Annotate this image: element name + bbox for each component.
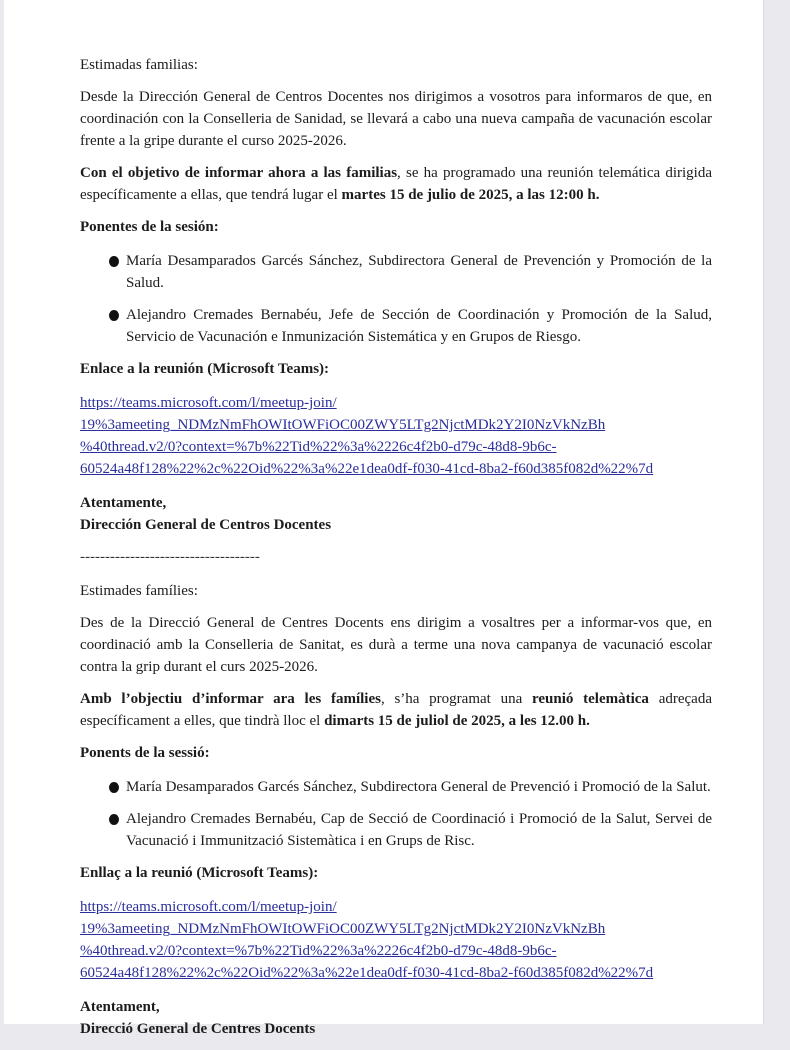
signoff-es (80, 492, 712, 536)
speaker-text: Alejandro Cremades Bernabéu, Cap de Secció de Coordinació i Promoció de la Salut, Servei de Vacunació i Immunització Sistemàtica i en Grups de Risc. (126, 811, 712, 849)
greeting-ca: Estimades famílies: (80, 583, 198, 599)
signature-ca: Direcció General de Centres Docents (80, 1021, 316, 1037)
objective-text-es: , se ha programado una reunión telemática dirigida específicamente a ellas, que tendrá lugar el (80, 165, 712, 203)
section-separator: ------------------------------------ (80, 549, 260, 565)
meeting-link-heading-es: Enlace a la reunión (Microsoft Teams): (80, 361, 330, 377)
document-page (4, 0, 764, 1037)
meeting-link-line[interactable]: https://teams.microsoft.com/l/meetup-join/ (80, 395, 337, 411)
meeting-link-line[interactable]: %40thread.v2/0?context=%7b%22Tid%22%3a%2226c4f2b0-d79c-48d8-9b6c- (80, 439, 557, 455)
speaker-text: María Desamparados Garcés Sánchez, Subdirectora General de Prevenció i Promoció de la Salut. (126, 779, 711, 795)
meeting-date-es: martes 15 de julio de 2025, a las 12:00 h. (341, 187, 600, 203)
speaker-text: Alejandro Cremades Bernabéu, Jefe de Sección de Coordinación y Promoción de la Salud, Servicio de Vacunación e Inmunización Sistemática y en Grupos de Riesgo. (126, 307, 712, 345)
meeting-link-ca[interactable] (80, 896, 712, 984)
meeting-link-line[interactable]: 60524a48f128%22%2c%22Oid%22%3a%22e1dea0df-f030-41cd-8ba2-f60d385f082d%22%7d (80, 965, 654, 981)
speakers-heading-ca: Ponents de la sessió: (80, 745, 210, 761)
speaker-item (80, 250, 712, 294)
objective-text-ca-2: adreçada específicament a elles, que tindrà lloc el (80, 691, 712, 729)
speakers-list-ca (80, 776, 712, 852)
greeting-es: Estimadas familias: (80, 57, 198, 73)
meeting-link-es[interactable] (80, 392, 712, 480)
speaker-item (80, 808, 712, 852)
speaker-item (80, 304, 712, 348)
objective-paragraph-es (80, 162, 712, 206)
meeting-link-line[interactable]: 60524a48f128%22%2c%22Oid%22%3a%22e1dea0df-f030-41cd-8ba2-f60d385f082d%22%7d (80, 461, 654, 477)
meeting-link-line[interactable]: %40thread.v2/0?context=%7b%22Tid%22%3a%2226c4f2b0-d79c-48d8-9b6c- (80, 943, 557, 959)
closing-es: Atentamente, (80, 495, 167, 511)
objective-paragraph-ca (80, 688, 712, 732)
speakers-heading-es: Ponentes de la sesión: (80, 219, 219, 235)
closing-ca: Atentament, (80, 999, 160, 1015)
catalan-section (80, 580, 712, 1040)
bullet-icon (109, 782, 119, 793)
intro-paragraph-es: Desde la Dirección General de Centros Docentes nos dirigimos a vosotros para informaros de que, en coordinación con la Conselleria de Sanidad, se llevará a cabo una nueva campaña de vacunación escolar frente a la gripe durante el curso 2025-2026. (80, 89, 712, 149)
objective-text-ca: , s’ha programat una (380, 691, 532, 707)
signoff-ca (80, 996, 712, 1040)
spanish-section (80, 54, 712, 536)
objective-bold-es: Con el objetivo de informar ahora a las familias (80, 165, 398, 181)
meeting-type-ca: reunió telemàtica (531, 691, 649, 707)
meeting-date-ca: dimarts 15 de juliol de 2025, a les 12.00 h. (324, 713, 590, 729)
meeting-link-heading-ca: Enllaç a la reunió (Microsoft Teams): (80, 865, 319, 881)
objective-bold-ca: Amb l’objectiu d’informar ara les famílies (80, 691, 381, 707)
meeting-link-line[interactable]: 19%3ameeting_NDMzNmFhOWItOWFiOC00ZWY5LTg2NjctMDk2Y2I0NzVkNzBh (80, 921, 606, 937)
meeting-link-line[interactable]: https://teams.microsoft.com/l/meetup-join/ (80, 899, 337, 915)
intro-paragraph-ca: Des de la Direcció General de Centres Docents ens dirigim a vosaltres per a informar-vos que, en coordinació amb la Conselleria de Sanitat, es durà a terme una nova campanya de vacunació escolar contra la grip durant el curs 2025-2026. (80, 615, 712, 675)
signature-es: Dirección General de Centros Docentes (80, 517, 332, 533)
document-content (80, 54, 712, 1050)
bullet-icon (109, 310, 119, 321)
speaker-text: María Desamparados Garcés Sánchez, Subdirectora General de Prevención y Promoción de la Salud. (126, 253, 712, 291)
speakers-list-es (80, 250, 712, 348)
meeting-link-line[interactable]: 19%3ameeting_NDMzNmFhOWItOWFiOC00ZWY5LTg2NjctMDk2Y2I0NzVkNzBh (80, 417, 606, 433)
bullet-icon (109, 256, 119, 267)
bullet-icon (109, 814, 119, 825)
speaker-item (80, 776, 712, 798)
